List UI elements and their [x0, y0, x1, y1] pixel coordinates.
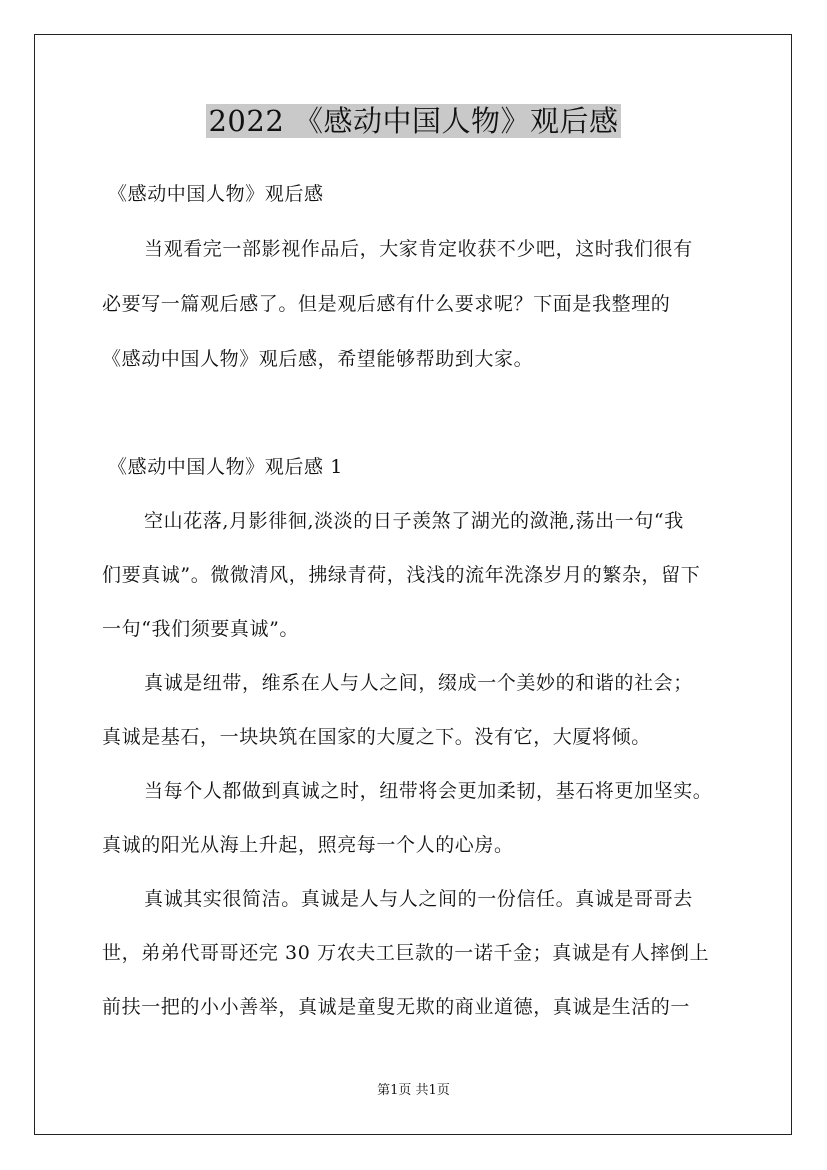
- document-title-text: 2022 《感动中国人物》观后感: [208, 104, 619, 138]
- document-title: [0, 100, 827, 142]
- subtitle: 《感动中国人物》观后感: [108, 183, 324, 205]
- paragraph4-line-3: 前扶一把的小小善举，真诚是童叟无欺的商业道德，真诚是生活的一: [102, 996, 691, 1018]
- intro-line-3: 《感动中国人物》观后感，希望能够帮助到大家。: [102, 348, 534, 370]
- page-footer: 第1页 共1页: [377, 1083, 450, 1098]
- intro-line-2: 必要写一篇观后感了。但是观后感有什么要求呢？下面是我整理的: [102, 293, 671, 315]
- paragraph2-line-1: 真诚是纽带，维系在人与人之间，缀成一个美妙的和谐的社会；: [144, 672, 693, 694]
- paragraph3-line-1: 当每个人都做到真诚之时，纽带将会更加柔韧，基石将更加坚实。: [144, 780, 713, 802]
- paragraph1-line-2: 们要真诚”。微微清风，拂绿青荷，浅浅的流年洗涤岁月的繁杂，留下: [102, 564, 701, 586]
- paragraph4-line-2: 世，弟弟代哥哥还完 30 万农夫工巨款的一诺千金；真诚是有人摔倒上: [102, 942, 710, 964]
- intro-line-1: 当观看完一部影视作品后，大家肯定收获不少吧，这时我们很有: [144, 238, 693, 260]
- paragraph3-line-2: 真诚的阳光从海上升起，照亮每一个人的心房。: [102, 834, 514, 856]
- paragraph1-line-3: 一句“我们须要真诚”。: [102, 618, 300, 640]
- paragraph2-line-2: 真诚是基石，一块块筑在国家的大厦之下。没有它，大厦将倾。: [102, 726, 651, 748]
- paragraph1-line-1: 空山花落,月影徘徊,淡淡的日子羡煞了湖光的潋滟,荡出一句“我: [144, 510, 684, 532]
- paragraph4-line-1: 真诚其实很简洁。真诚是人与人之间的一份信任。真诚是哥哥去: [144, 888, 693, 910]
- section-heading: 《感动中国人物》观后感 1: [108, 456, 343, 478]
